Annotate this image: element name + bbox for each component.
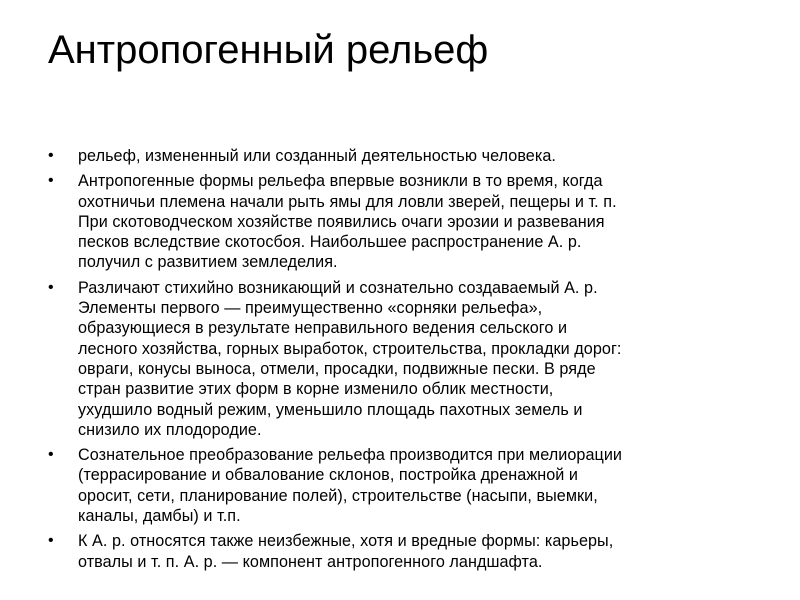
bullet-text-line: (террасирование и обвалование склонов, постройка дренажной и: [78, 466, 578, 485]
bullet-item: [48, 445, 760, 526]
bullet-text-line: охотничьи племена начали рыть ямы для ловли зверей, пещеры и т. п.: [78, 192, 617, 211]
bullet-icon: •: [48, 278, 54, 296]
bullet-text-line: При скотоводческом хозяйстве появились очаги эрозии и развевания: [78, 212, 605, 231]
bullet-icon: •: [48, 446, 54, 464]
bullet-text-line: Антропогенные формы рельефа впервые возникли в то время, когда: [78, 172, 603, 191]
bullet-text-line: овраги, конусы выноса, отмели, просадки, подвижные пески. В ряде: [78, 359, 596, 378]
bullet-item: [48, 278, 760, 440]
bullet-text-line: отвалы и т. п. А. р. — компонент антропогенного ландшафта.: [78, 552, 543, 571]
bullet-list: [48, 146, 760, 577]
bullet-icon: •: [48, 532, 54, 550]
bullet-text-line: лесного хозяйства, горных выработок, строительства, прокладки дорог:: [78, 339, 622, 358]
bullet-item: [48, 531, 760, 572]
bullet-text-line: Различают стихийно возникающий и сознательно создаваемый А. р.: [78, 278, 598, 297]
bullet-text-line: Элементы первого — преимущественно «сорняки рельефа»,: [78, 299, 543, 318]
bullet-item: [48, 146, 760, 166]
bullet-text-line: получил с развитием земледелия.: [78, 253, 338, 272]
bullet-item: [48, 171, 760, 272]
bullet-text-line: К А. р. относятся также неизбежные, хотя и вредные формы: карьеры,: [78, 532, 614, 551]
bullet-text-line: снизило их плодородие.: [78, 420, 262, 439]
bullet-icon: •: [48, 147, 54, 164]
bullet-text-line: песков вследствие скотосбоя. Наибольшее распространение А. р.: [78, 233, 582, 252]
bullet-text-line: образующиеся в результате неправильного ведения сельского и: [78, 319, 568, 338]
bullet-text-line: каналы, дамбы) и т.п.: [78, 507, 241, 526]
bullet-text-line: оросит, сети, планирование полей), строительстве (насыпи, выемки,: [78, 486, 598, 505]
slide-title: Антропогенный рельеф: [48, 28, 489, 72]
bullet-text-line: ухудшило водный режим, уменьшило площадь пахотных земель и: [78, 400, 583, 419]
bullet-text-line: Сознательное преобразование рельефа производится при мелиорации: [78, 446, 622, 465]
bullet-text-line: стран развитие этих форм в корне изменило облик местности,: [78, 380, 554, 399]
bullet-icon: •: [48, 172, 54, 190]
bullet-text-line: рельеф, измененный или созданный деятельностью человека.: [78, 147, 556, 165]
